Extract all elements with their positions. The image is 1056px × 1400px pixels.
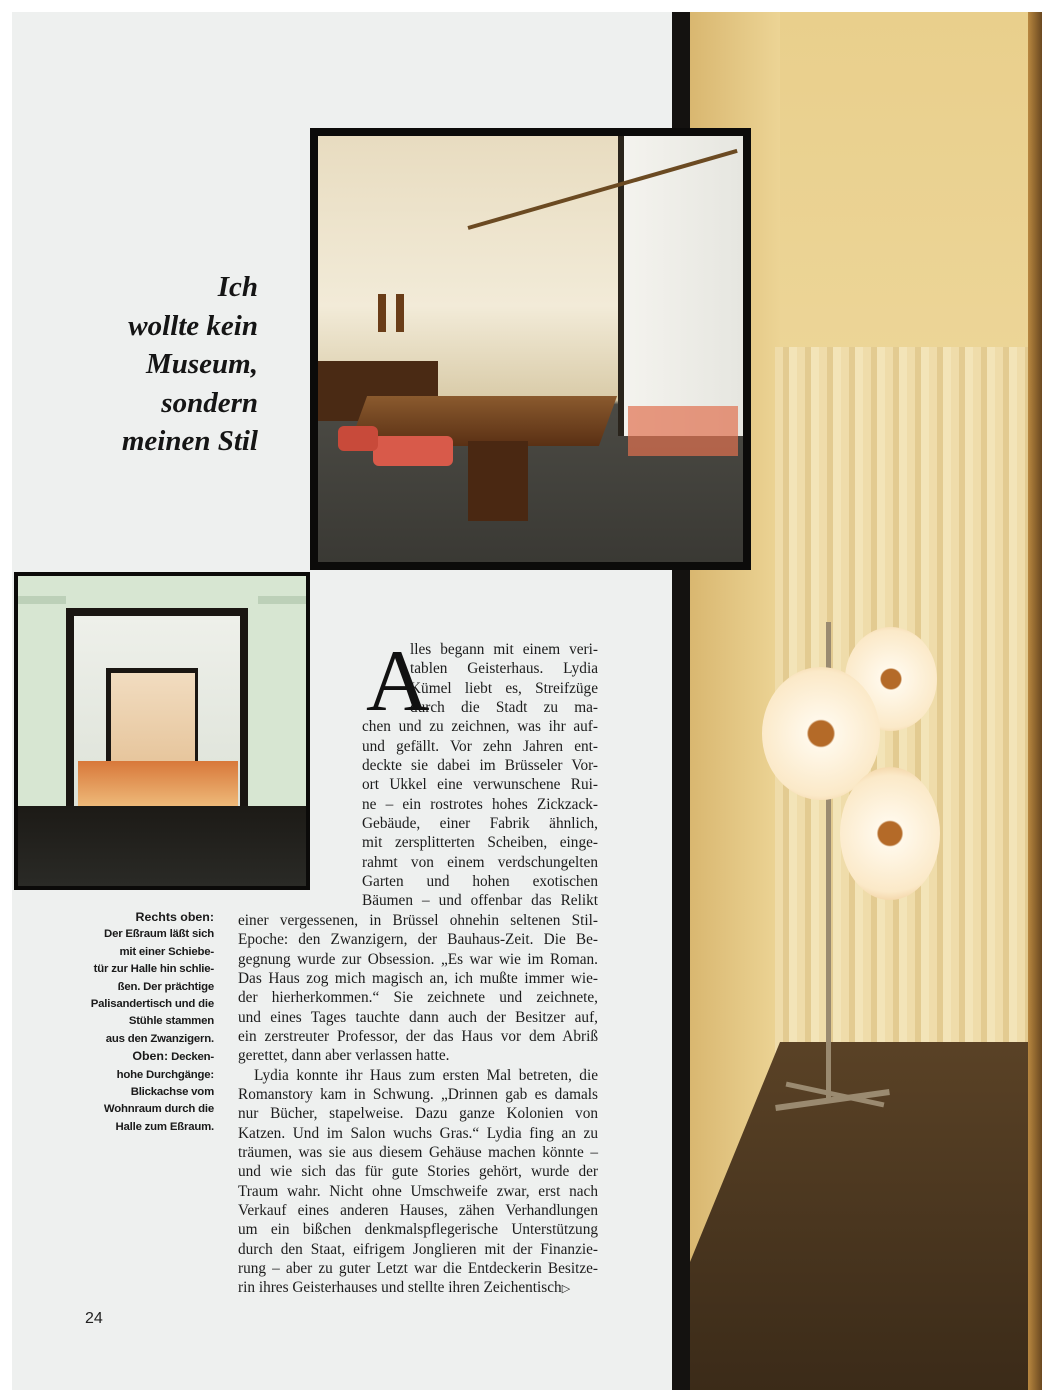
caption-line: Palisandertisch und die bbox=[90, 998, 214, 1011]
page-number: 24 bbox=[85, 1310, 103, 1327]
body-text-line: Das Haus zog mich magisch an, ich mußte immer wie- bbox=[238, 969, 598, 987]
body-text-line: Gebäude, einer Fabrik ähnlich, bbox=[362, 815, 598, 833]
body-text-line: und gefällt. Vor zehn Jahren ent- bbox=[362, 737, 598, 755]
body-text-line: gerettet, dann aber verlassen hatte. bbox=[238, 1047, 450, 1065]
body-text-line: mit zersplitterten Scheiben, einge- bbox=[362, 834, 598, 852]
headline-line: wollte kein bbox=[128, 309, 258, 342]
body-text-line: lles begann mit einem veri- bbox=[410, 641, 598, 658]
body-text-line: Garten und hohen exotischen bbox=[362, 873, 598, 891]
body-text-line: gegnung wurde zur Obsession. „Es war wie im Roman. bbox=[238, 950, 598, 968]
body-text-line: Katzen. Und im Salon wuchs Gras.“ Lydia fing an zu bbox=[238, 1124, 598, 1142]
body-text-line: Romanstory kam in Schwung. „Drinnen gab es damals bbox=[238, 1085, 598, 1103]
body-text-line: der hierherkommen.“ Sie zeichnete und zeichnete, bbox=[238, 989, 598, 1007]
body-text-line: und eines Tages tauchte dann auch der Besitzer auf, bbox=[238, 1008, 598, 1026]
photo-dining-room bbox=[310, 128, 751, 570]
body-text-line: deckte sie dabei im Brüsseler Vor- bbox=[362, 757, 598, 775]
body-text-line: um ein bißchen denkmalspflegerische Unterstützung bbox=[238, 1221, 598, 1239]
body-text-line: und wie sich das für gute Stories gehört, wurde der bbox=[238, 1163, 598, 1181]
continue-arrow-icon: ▷ bbox=[561, 1283, 571, 1296]
caption-line: Wohnraum durch die bbox=[103, 1103, 214, 1116]
body-text-line: chen und zu zeichnen, was ihr auf- bbox=[362, 718, 598, 736]
caption-heading: Rechts oben: bbox=[135, 910, 214, 924]
caption-line: Der Eßraum läßt sich bbox=[104, 928, 214, 941]
article-body bbox=[238, 633, 598, 1300]
caption-line: Blickachse vom bbox=[130, 1086, 214, 1099]
body-text-line: rahmt von einem verdschungelten bbox=[362, 853, 598, 871]
lamp-disc bbox=[840, 767, 940, 900]
body-text-line: träumen, was sie aus diesem Gehäuse machen könnte – bbox=[238, 1143, 598, 1161]
caption-heading: Oben: bbox=[132, 1049, 169, 1064]
body-text-line: ein zerstreuter Professor, der das Haus vor dem Abriß bbox=[238, 1027, 598, 1045]
caption-line: Decken- bbox=[171, 1051, 214, 1064]
headline-line: Museum, bbox=[145, 348, 258, 380]
headline bbox=[122, 268, 258, 461]
caption-line: ßen. Der prächtige bbox=[117, 980, 214, 993]
body-text-line: einer vergessenen, in Brüssel ohnehin seltenen Stil- bbox=[238, 911, 598, 929]
caption-line: Stühle stammen bbox=[128, 1015, 214, 1028]
photo-caption bbox=[60, 909, 214, 1136]
headline-line: sondern bbox=[161, 386, 258, 419]
body-text-line: durch die Stadt zu ma- bbox=[410, 699, 598, 717]
caption-line: hohe Durchgänge: bbox=[116, 1068, 214, 1081]
headline-line: Ich bbox=[217, 271, 258, 303]
drop-cap: A bbox=[366, 633, 430, 730]
body-text-line: Epoche: den Zwanzigern, der Bauhaus-Zeit. Die Be- bbox=[238, 931, 598, 949]
caption-line: Halle zum Eßraum. bbox=[115, 1120, 214, 1133]
body-text-line: durch den Staat, eifrigem Jonglieren mit der Finanzie- bbox=[238, 1240, 598, 1258]
body-text-line: Traum wahr. Nicht ohne Umschweife zwar, erst nach bbox=[238, 1182, 598, 1200]
body-text-line: Bäumen – und offenbar das Relikt bbox=[362, 892, 598, 910]
body-text-line: ort Ukkel eine verwunschene Rui- bbox=[362, 776, 598, 794]
body-text-line: rung – aber zu guter Letzt war die Entdeckerin Besitze- bbox=[238, 1260, 598, 1277]
caption-line: mit einer Schiebe- bbox=[119, 945, 214, 958]
body-text-line: rin ihres Geisterhauses und stellte ihren Zeichentisch bbox=[238, 1279, 562, 1297]
body-text-line: Kümel liebt es, Streifzüge bbox=[410, 679, 598, 697]
body-text-line: nur Bücher, stapelweise. Dazu ganze Kolonien von bbox=[238, 1105, 598, 1123]
body-text-line: ne – ein rostrotes hohes Zickzack- bbox=[362, 795, 598, 813]
body-text-line: Verkauf eines anderen Hauses, zähen Verhandlungen bbox=[238, 1201, 598, 1219]
headline-line: meinen Stil bbox=[121, 425, 258, 457]
body-text-line: Lydia konnte ihr Haus zum ersten Mal betreten, die bbox=[254, 1066, 598, 1084]
caption-line: aus den Zwanzigern. bbox=[105, 1032, 214, 1045]
caption-line: tür zur Halle hin schlie- bbox=[93, 963, 214, 976]
body-text-line: tablen Geisterhaus. Lydia bbox=[410, 660, 598, 678]
